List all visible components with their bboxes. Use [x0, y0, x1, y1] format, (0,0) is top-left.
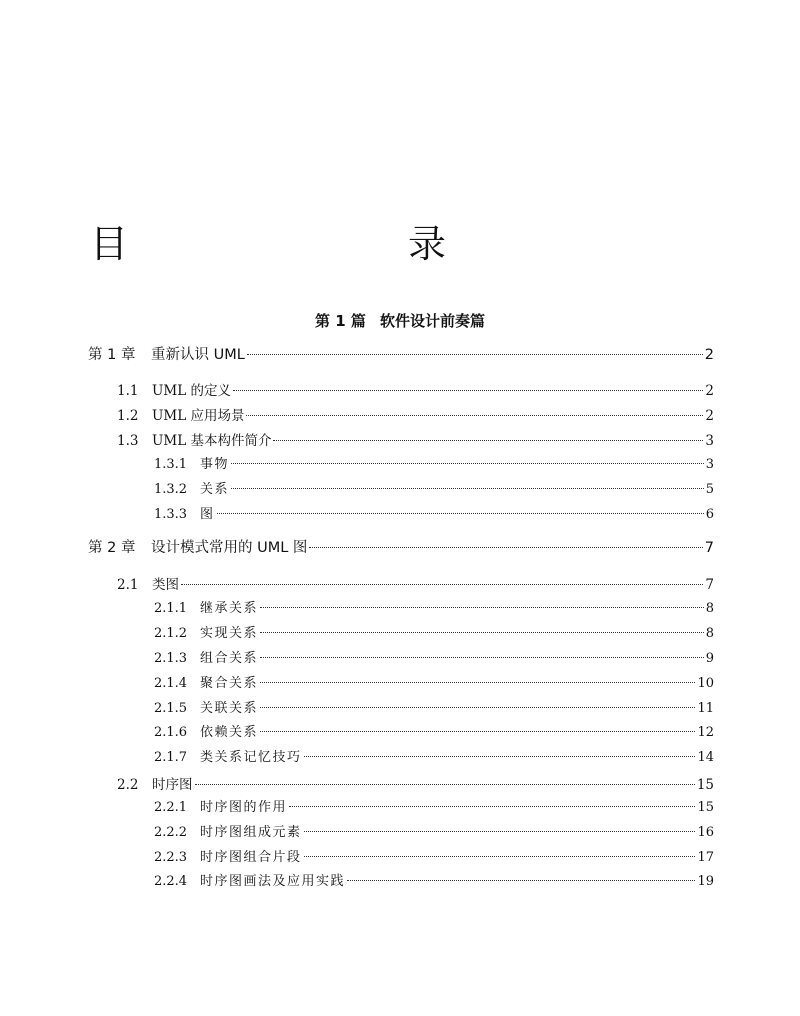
entry-label: 实现关系	[200, 626, 259, 641]
entry-page: 11	[697, 701, 714, 716]
entry-label: UML 应用场景	[152, 408, 245, 424]
entry-number: 1.3	[117, 433, 139, 449]
part-title: 软件设计前奏篇	[379, 312, 485, 330]
toc-entry-chapter[interactable]	[88, 537, 714, 559]
dot-leader	[289, 806, 695, 807]
entry-number: 2.2.1	[154, 800, 188, 815]
entry-label: 时序图组成元素	[200, 825, 302, 840]
entry-page: 7	[705, 577, 714, 593]
entry-number: 2.1.5	[154, 701, 188, 716]
entry-label: 依赖关系	[200, 725, 259, 740]
entry-label: 关系	[200, 482, 230, 497]
entry-page: 3	[705, 433, 714, 449]
entry-number: 1.1	[117, 383, 139, 399]
dot-leader	[309, 547, 702, 548]
dot-leader	[233, 390, 703, 391]
toc-entry-subsection[interactable]	[154, 454, 714, 476]
entry-page: 9	[705, 651, 714, 666]
entry-number: 1.3.2	[154, 482, 188, 497]
entry-label: 时序图	[152, 777, 193, 793]
entry-label: 组合关系	[200, 651, 259, 666]
entry-page: 16	[697, 825, 714, 840]
entry-page: 14	[697, 750, 714, 765]
entry-page: 15	[696, 777, 714, 793]
entry-label: 聚合关系	[200, 676, 259, 691]
entry-number: 2.2.3	[154, 850, 188, 865]
dot-leader	[347, 880, 695, 881]
entry-number: 第 2 章	[88, 540, 136, 556]
toc-entry-subsection[interactable]	[154, 747, 714, 769]
dot-leader	[260, 731, 695, 732]
dot-leader	[231, 463, 704, 464]
toc-entry-subsection[interactable]	[154, 504, 714, 526]
entry-page: 19	[697, 874, 714, 889]
dot-leader	[260, 607, 704, 608]
toc-entry-subsection[interactable]	[154, 847, 714, 869]
entry-number: 1.3.3	[154, 507, 188, 522]
entry-label: 事物	[200, 457, 230, 472]
entry-label: UML 基本构件简介	[152, 433, 272, 449]
dot-leader	[260, 632, 704, 633]
entry-label: 继承关系	[200, 601, 259, 616]
entry-page: 7	[704, 540, 714, 556]
entry-label: 关联关系	[200, 701, 259, 716]
entry-page: 8	[705, 626, 714, 641]
toc-entry-subsection[interactable]	[154, 822, 714, 844]
dot-leader	[273, 440, 703, 441]
entry-label: UML 的定义	[152, 383, 231, 399]
entry-page: 10	[697, 676, 714, 691]
toc-entry-subsection[interactable]	[154, 673, 714, 695]
entry-page: 2	[705, 383, 714, 399]
dot-leader	[260, 682, 695, 683]
entry-label: 类图	[152, 577, 179, 593]
entry-label: 时序图画法及应用实践	[200, 874, 346, 889]
toc-entry-section[interactable]	[117, 405, 714, 427]
toc-entry-subsection[interactable]	[154, 648, 714, 670]
entry-page: 15	[697, 800, 714, 815]
toc-entry-section[interactable]	[117, 430, 714, 452]
entry-page: 8	[705, 601, 714, 616]
entry-number: 1.3.1	[154, 457, 188, 472]
entry-number: 2.2.4	[154, 874, 188, 889]
entry-number: 2.2	[117, 777, 139, 793]
entry-label: 图	[200, 507, 215, 522]
entry-page: 3	[705, 457, 714, 472]
toc-entry-subsection[interactable]	[154, 479, 714, 501]
entry-number: 2.1.6	[154, 725, 188, 740]
entry-label: 重新认识 UML	[151, 347, 245, 363]
part-heading	[0, 311, 800, 331]
part-number: 第 1 篇	[315, 312, 366, 330]
dot-leader	[246, 415, 703, 416]
dot-leader	[247, 354, 703, 355]
entry-label: 时序图的作用	[200, 800, 288, 815]
dot-leader	[304, 831, 696, 832]
toc-entry-subsection[interactable]	[154, 871, 714, 893]
dot-leader	[231, 488, 704, 489]
toc-entry-section[interactable]	[117, 380, 714, 402]
entry-page: 5	[705, 482, 714, 497]
entry-label: 类关系记忆技巧	[200, 750, 302, 765]
entry-label: 设计模式常用的 UML 图	[151, 540, 308, 556]
entry-number: 2.1.3	[154, 651, 188, 666]
dot-leader	[260, 657, 704, 658]
entry-page: 12	[697, 725, 714, 740]
entry-number: 2.1.2	[154, 626, 188, 641]
entry-number: 2.1.7	[154, 750, 188, 765]
dot-leader	[304, 756, 696, 757]
toc-entry-chapter[interactable]	[88, 344, 714, 366]
toc-entry-subsection[interactable]	[154, 623, 714, 645]
entry-number: 2.2.2	[154, 825, 188, 840]
toc-entry-subsection[interactable]	[154, 797, 714, 819]
toc-title: 目 录	[90, 222, 515, 266]
dot-leader	[304, 856, 696, 857]
dot-leader	[217, 513, 704, 514]
toc-entry-subsection[interactable]	[154, 698, 714, 720]
entry-number: 2.1.4	[154, 676, 188, 691]
entry-page: 2	[705, 408, 714, 424]
entry-page: 2	[704, 347, 714, 363]
toc-entry-section[interactable]	[117, 774, 714, 796]
entry-number: 第 1 章	[88, 347, 136, 363]
entry-number: 2.1	[117, 577, 139, 593]
dot-leader	[195, 784, 695, 785]
entry-label: 时序图组合片段	[200, 850, 302, 865]
entry-number: 2.1.1	[154, 601, 188, 616]
dot-leader	[260, 707, 695, 708]
dot-leader	[181, 584, 703, 585]
entry-number: 1.2	[117, 408, 139, 424]
entry-page: 17	[697, 850, 714, 865]
toc-entry-subsection[interactable]	[154, 598, 714, 620]
toc-entry-section[interactable]	[117, 574, 714, 596]
entry-page: 6	[705, 507, 714, 522]
toc-entry-subsection[interactable]	[154, 722, 714, 744]
